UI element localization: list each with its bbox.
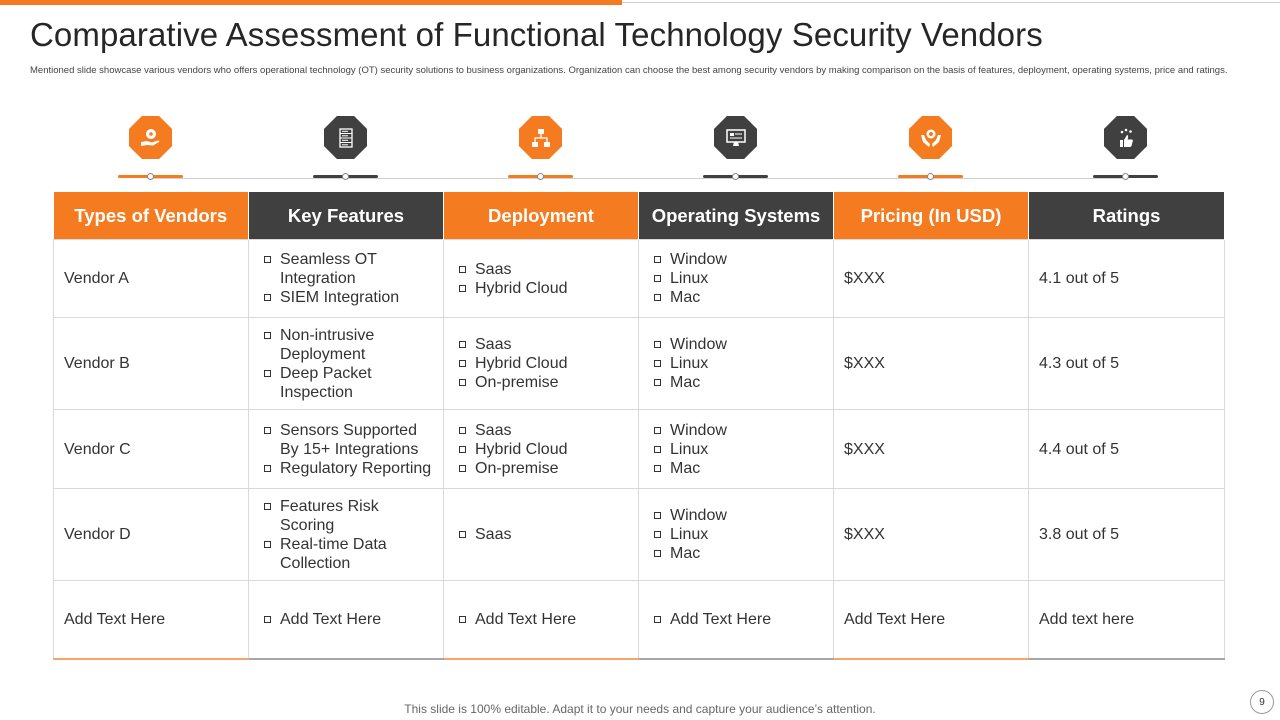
os-cell xyxy=(639,581,834,659)
list-item: Features Risk Scoring xyxy=(263,497,433,535)
vendor-name-cell: Vendor C xyxy=(54,410,249,489)
deployment-cell xyxy=(444,240,639,318)
vendor-name-cell: Vendor B xyxy=(54,318,249,410)
list-item: SIEM Integration xyxy=(263,288,433,307)
features-cell xyxy=(249,318,444,410)
list-item: Window xyxy=(653,421,823,440)
monitor-icon xyxy=(714,116,757,159)
vendor-comparison-table xyxy=(53,192,1225,660)
list-item: Window xyxy=(653,250,823,269)
icon-column-ratings xyxy=(1028,112,1223,184)
deployment-cell xyxy=(444,581,639,659)
header-operating-systems: Operating Systems xyxy=(639,192,834,240)
vendor-name-cell: Vendor A xyxy=(54,240,249,318)
rating-cell: 4.4 out of 5 xyxy=(1029,410,1225,489)
pricing-cell: $XXX xyxy=(834,410,1029,489)
icon-timeline xyxy=(53,112,1224,184)
deployment-cell xyxy=(444,318,639,410)
timeline-dot xyxy=(732,173,739,180)
table-row xyxy=(54,410,1225,489)
table-row xyxy=(54,581,1225,659)
hand-shield-icon xyxy=(129,116,172,159)
timeline-dot xyxy=(342,173,349,180)
list-item: Linux xyxy=(653,354,823,373)
table-header-row xyxy=(54,192,1225,240)
slide-subtitle: Mentioned slide showcase various vendors who offers operational technology (OT) security solutions to business organizations. Organization can choose the best among security vendors by making comparison on the basis of features, deployment, operating systems, price and ratings. xyxy=(30,65,1228,76)
header-pricing: Pricing (In USD) xyxy=(834,192,1029,240)
rating-cell: 4.3 out of 5 xyxy=(1029,318,1225,410)
list-item: Non-intrusive Deployment xyxy=(263,326,433,364)
hands-coin-icon xyxy=(909,116,952,159)
footer-note: This slide is 100% editable. Adapt it to your needs and capture your audience’s attention. xyxy=(404,702,876,716)
list-item: Regulatory Reporting xyxy=(263,459,433,478)
table-row xyxy=(54,489,1225,581)
list-item: Linux xyxy=(653,525,823,544)
slide-title: Comparative Assessment of Functional Technology Security Vendors xyxy=(30,16,1043,53)
list-item: Hybrid Cloud xyxy=(458,440,628,459)
list-item: Mac xyxy=(653,288,823,307)
timeline-dot xyxy=(927,173,934,180)
list-item: Saas xyxy=(458,260,628,279)
list-item: On-premise xyxy=(458,459,628,478)
deployment-cell xyxy=(444,489,639,581)
timeline-dot xyxy=(147,173,154,180)
list-item: Mac xyxy=(653,373,823,392)
page-number-badge: 9 xyxy=(1250,690,1274,714)
pricing-cell: $XXX xyxy=(834,489,1029,581)
list-item: Deep Packet Inspection xyxy=(263,364,433,402)
features-cell xyxy=(249,489,444,581)
list-item: Mac xyxy=(653,459,823,478)
os-cell xyxy=(639,318,834,410)
rating-cell: 3.8 out of 5 xyxy=(1029,489,1225,581)
table-row xyxy=(54,240,1225,318)
icon-column-vendors xyxy=(53,112,248,184)
features-cell xyxy=(249,240,444,318)
top-divider-line xyxy=(622,2,1280,3)
list-item: Saas xyxy=(458,525,628,544)
pricing-cell: $XXX xyxy=(834,318,1029,410)
header-key-features: Key Features xyxy=(249,192,444,240)
icon-column-pricing xyxy=(833,112,1028,184)
list-item: Mac xyxy=(653,544,823,563)
server-rack-icon xyxy=(324,116,367,159)
list-item: Seamless OT Integration xyxy=(263,250,433,288)
network-hierarchy-icon xyxy=(519,116,562,159)
list-item: Window xyxy=(653,506,823,525)
list-item: Hybrid Cloud xyxy=(458,279,628,298)
icon-column-os xyxy=(638,112,833,184)
list-item: Hybrid Cloud xyxy=(458,354,628,373)
icon-column-deployment xyxy=(443,112,638,184)
features-cell xyxy=(249,581,444,659)
top-accent-bar xyxy=(0,0,622,5)
os-cell xyxy=(639,240,834,318)
timeline-dot xyxy=(537,173,544,180)
list-item: Add Text Here xyxy=(263,610,433,629)
deployment-cell xyxy=(444,410,639,489)
icon-column-features xyxy=(248,112,443,184)
rating-cell: Add text here xyxy=(1029,581,1225,659)
list-item: Saas xyxy=(458,335,628,354)
os-cell xyxy=(639,410,834,489)
pricing-cell: $XXX xyxy=(834,240,1029,318)
features-cell xyxy=(249,410,444,489)
os-cell xyxy=(639,489,834,581)
list-item: On-premise xyxy=(458,373,628,392)
vendor-name-cell: Add Text Here xyxy=(54,581,249,659)
header-types-of-vendors: Types of Vendors xyxy=(54,192,249,240)
list-item: Linux xyxy=(653,440,823,459)
table-row xyxy=(54,318,1225,410)
list-item: Add Text Here xyxy=(458,610,628,629)
rating-cell: 4.1 out of 5 xyxy=(1029,240,1225,318)
timeline-dot xyxy=(1122,173,1129,180)
thumbs-up-stars-icon xyxy=(1104,116,1147,159)
list-item: Add Text Here xyxy=(653,610,823,629)
pricing-cell: Add Text Here xyxy=(834,581,1029,659)
header-deployment: Deployment xyxy=(444,192,639,240)
list-item: Window xyxy=(653,335,823,354)
list-item: Saas xyxy=(458,421,628,440)
list-item: Linux xyxy=(653,269,823,288)
header-ratings: Ratings xyxy=(1029,192,1225,240)
list-item: Sensors Supported By 15+ Integrations xyxy=(263,421,433,459)
list-item: Real-time Data Collection xyxy=(263,535,433,573)
vendor-name-cell: Vendor D xyxy=(54,489,249,581)
